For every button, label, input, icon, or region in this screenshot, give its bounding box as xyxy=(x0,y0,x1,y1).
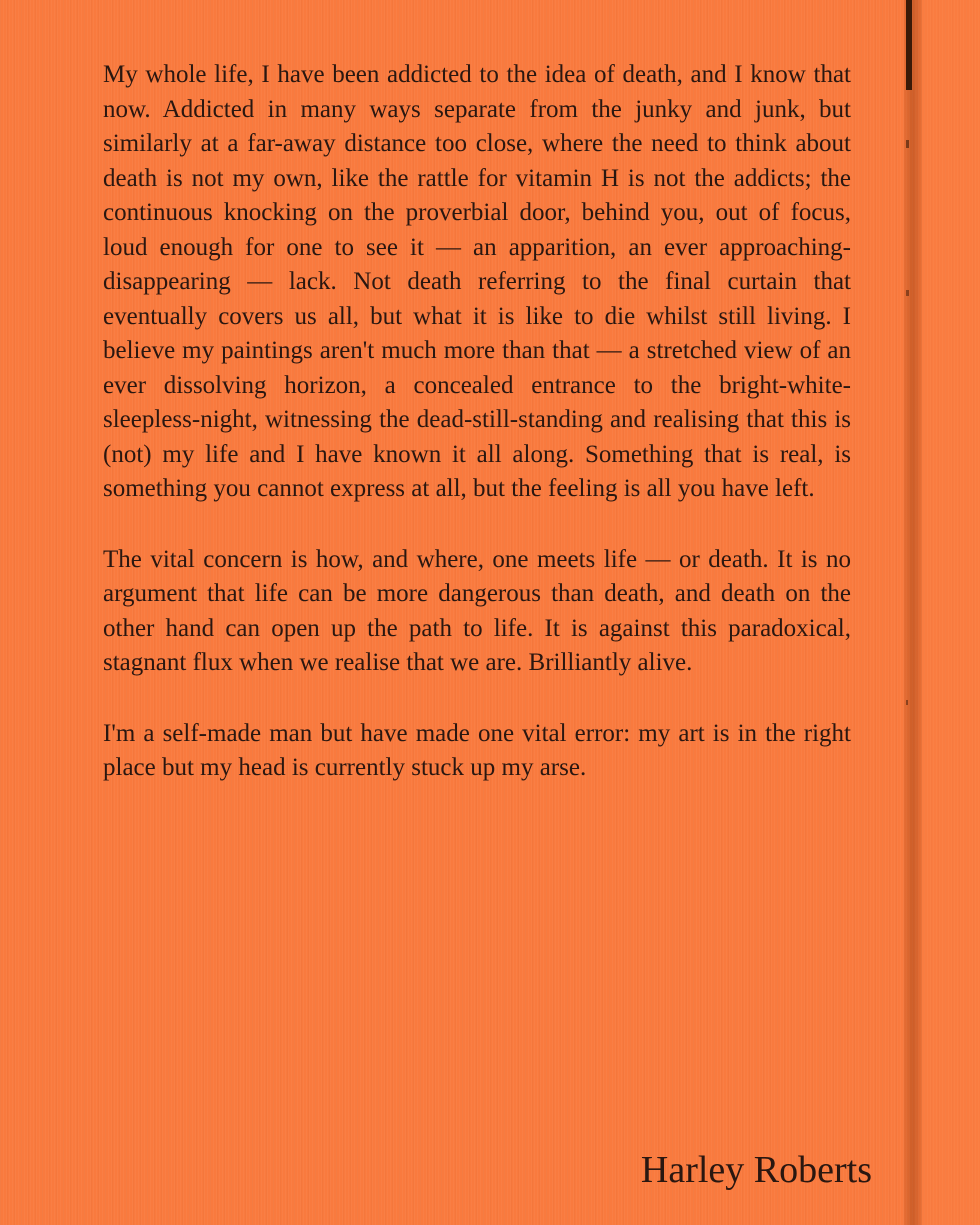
page-edge xyxy=(922,0,980,1225)
paragraph-3: I'm a self-made man but have made one vital error: my art is in the right place but my head is currently stuck up my arse. xyxy=(103,719,851,781)
paragraph-1: My whole life, I have been addicted to the idea of death, and I know that now. Addicted in many ways separate from the junky and junk, but similarly at a far-away distance too close, where the need to think about death is not my own, like the rattle for vitamin H is not the addicts; the continuous knocking on the proverbial door, behind you, out of focus, loud enough for one to see it — an apparition, an ever approaching-disappearing — lack. Not death referring to the final curtain that eventually covers us all, but what it is like to die whilst still living. I believe my paintings aren't much more than that — a stretched view of an ever dissolving horizon, a concealed entrance to the bright-white-sleepless-night, witnessing the dead-still-standing and realising that this is (not) my life and I have known it all along. Something that is real, is something you cannot express at all, but the feeling is all you have left. xyxy=(103,61,851,502)
spine-mark xyxy=(906,290,909,296)
statement-text xyxy=(103,58,851,822)
spine-mark xyxy=(906,700,908,705)
book-spine-shadow xyxy=(904,0,922,1225)
paragraph-2: The vital concern is how, and where, one meets life — or death. It is no argument that life can be more dangerous than death, and death on the other hand can open up the path to life. It is against this paradoxical, stagnant flux when we realise that we are. Brilliantly alive. xyxy=(103,545,851,676)
spine-mark xyxy=(906,140,909,148)
spine-mark xyxy=(906,0,912,90)
author-name: Harley Roberts xyxy=(640,1149,872,1191)
